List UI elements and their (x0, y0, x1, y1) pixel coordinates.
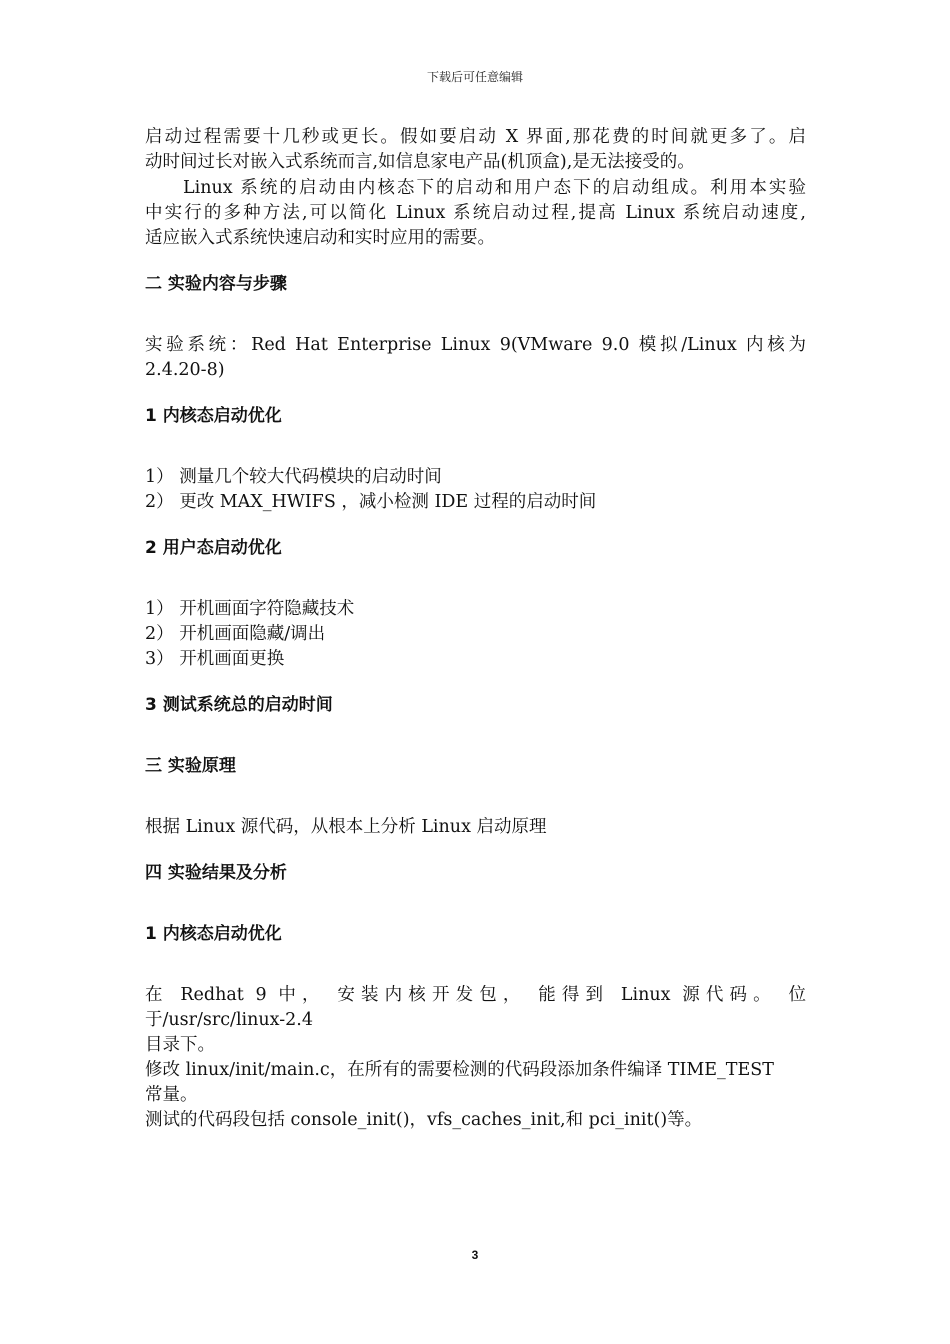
section-3-heading: 三 实验原理 (145, 756, 236, 776)
results-line-5: 常量。 (145, 1085, 198, 1105)
list-item: 1） 开机画面字符隐藏技术 (145, 599, 355, 619)
intro-line-3: Linux 系统的启动由内核态下的启动和用户态下的启动组成。利用本实验 (183, 178, 806, 198)
results-line-1: 在 Redhat 9 中， 安装内核开发包， 能得到 Linux 源代码。 位 (145, 985, 806, 1005)
section-2-heading: 二 实验内容与步骤 (145, 274, 287, 294)
results-line-6: 测试的代码段包括 console_init()，vfs_caches_init,和 pci_init()等。 (145, 1110, 703, 1130)
page-number: 3 (471, 1248, 479, 1262)
results-kernel-heading: 1 内核态启动优化 (145, 924, 282, 944)
experiment-system-line-1: 实验系统：Red Hat Enterprise Linux 9(VMware 9.0 模拟/Linux 内核为 (145, 335, 806, 355)
results-line-3: 目录下。 (145, 1035, 215, 1055)
list-item: 3） 开机画面更换 (145, 649, 285, 669)
list-item: 2） 开机画面隐藏/调出 (145, 624, 326, 644)
intro-line-5: 适应嵌入式系统快速启动和实时应用的需要。 (145, 228, 495, 248)
experiment-system-line-2: 2.4.20-8) (145, 360, 225, 380)
section-4-heading: 四 实验结果及分析 (145, 863, 287, 883)
list-item: 1） 测量几个较大代码模块的启动时间 (145, 467, 442, 487)
subsection-kernel-heading: 1 内核态启动优化 (145, 406, 282, 426)
subsection-total-time-heading: 3 测试系统总的启动时间 (145, 695, 333, 715)
intro-line-1: 启动过程需要十几秒或更长。假如要启动 X 界面,那花费的时间就更多了。启 (145, 127, 806, 147)
list-item: 2） 更改 MAX_HWIFS ，减小检测 IDE 过程的启动时间 (145, 492, 597, 512)
results-line-2: 于/usr/src/linux-2.4 (145, 1010, 313, 1030)
intro-line-2: 动时间过长对嵌入式系统而言,如信息家电产品(机顶盒),是无法接受的。 (145, 152, 695, 172)
subsection-user-heading: 2 用户态启动优化 (145, 538, 282, 558)
intro-line-4: 中实行的多种方法,可以简化 Linux 系统启动过程,提高 Linux 系统启动速度, (145, 203, 806, 223)
results-line-4: 修改 linux/init/main.c，在所有的需要检测的代码段添加条件编译 TIME_TEST (145, 1060, 774, 1080)
page-header: 下载后可任意编辑 (426, 70, 523, 84)
section-3-text: 根据 Linux 源代码，从根本上分析 Linux 启动原理 (145, 817, 547, 837)
